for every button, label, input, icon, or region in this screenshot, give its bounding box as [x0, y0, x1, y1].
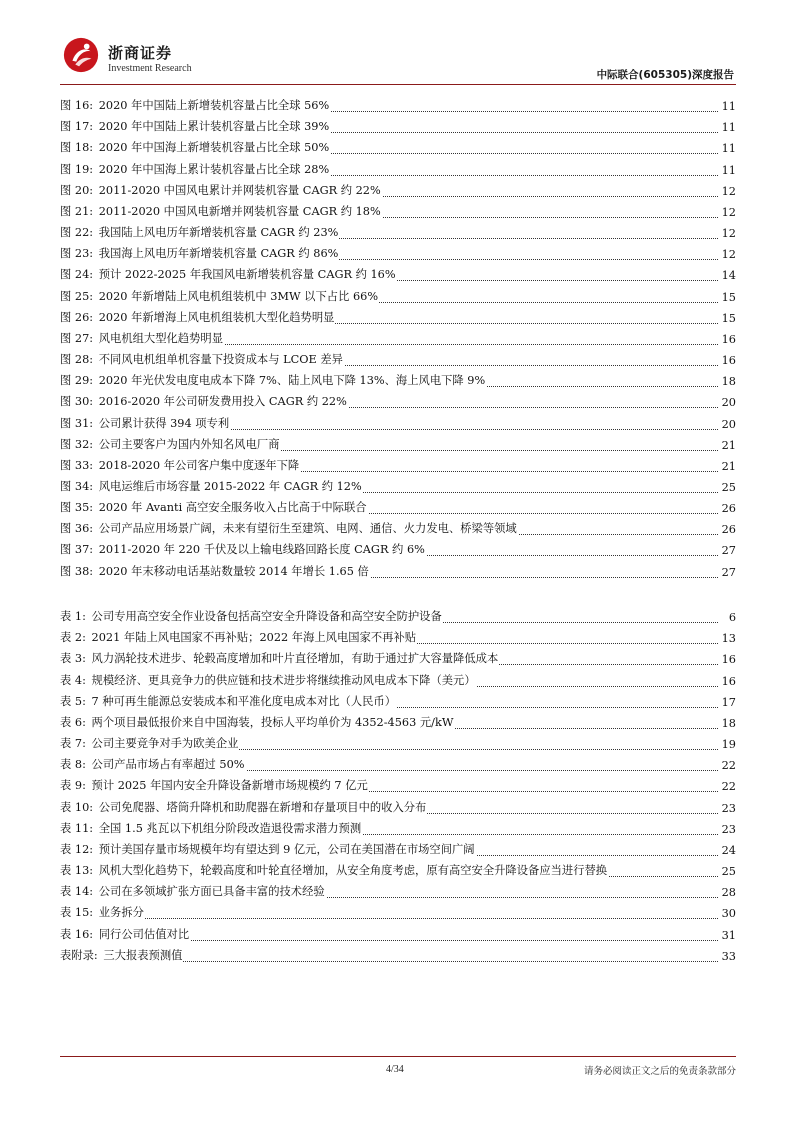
- figure-entry-text: 风电运维后市场容量 2015-2022 年 CAGR 约 12%: [98, 479, 362, 493]
- figure-entry-text: 2018-2020 年公司客户集中度逐年下降: [98, 458, 300, 472]
- table-entry[interactable]: [60, 712, 736, 733]
- report-title: 中际联合(605305)深度报告: [596, 69, 734, 81]
- figure-entry-page-number[interactable]: 11: [721, 142, 736, 156]
- figure-list: [60, 95, 736, 582]
- figure-entry-page-number[interactable]: 26: [721, 523, 736, 537]
- figure-entry-label: 图 23:: [60, 247, 94, 261]
- table-entry-text: 2021 年陆上风电国家不再补贴；2022 年海上风电国家不再补贴: [91, 631, 417, 645]
- table-entry-label: 表 15:: [60, 906, 94, 920]
- table-entry-title[interactable]: [60, 862, 608, 878]
- figure-entry-page-number[interactable]: 27: [721, 565, 736, 579]
- figure-entry-page-number[interactable]: 14: [721, 269, 736, 283]
- figure-entry-label: 图 24:: [60, 268, 94, 282]
- figure-entry-text: 风电机组大型化趋势明显: [98, 331, 224, 345]
- table-list: [60, 606, 736, 966]
- table-entry-label: 表 14:: [60, 885, 94, 899]
- figure-entry-label: 图 26:: [60, 310, 94, 324]
- figure-entry[interactable]: [60, 328, 736, 349]
- figure-entry-text: 2020 年新增陆上风电机组装机中 3MW 以下占比 66%: [98, 289, 379, 303]
- table-entry-text: 同行公司估值对比: [98, 927, 190, 941]
- table-entry-label: 表 9:: [60, 779, 86, 793]
- figure-entry[interactable]: [60, 95, 736, 116]
- figure-entry-text: 2011-2020 年 220 千伏及以上输电线路回路长度 CAGR 约 6%: [98, 543, 425, 557]
- table-entry-page-number[interactable]: 22: [721, 780, 736, 794]
- table-entry-title[interactable]: [60, 714, 454, 730]
- table-entry-title[interactable]: [60, 820, 362, 836]
- figure-entry-text: 预计 2022-2025 年我国风电新增装机容量 CAGR 约 16%: [98, 268, 396, 282]
- page-header: [60, 30, 736, 88]
- figure-entry-label: 图 20:: [60, 183, 94, 197]
- figure-entry-text: 2020 年中国陆上新增装机容量占比全球 56%: [98, 99, 330, 113]
- figure-entry-label: 图 30:: [60, 395, 94, 409]
- table-entry-text: 风机大型化趋势下，轮毂高度和叶轮直径增加，从安全角度考虑，原有高空安全升降设备应当进行替换: [98, 864, 608, 878]
- figure-entry-title[interactable]: [60, 224, 339, 240]
- table-entry[interactable]: [60, 839, 736, 860]
- figure-entry-text: 2020 年 Avanti 高空安全服务收入占比高于中际联合: [98, 501, 367, 515]
- table-entry-title[interactable]: [60, 693, 397, 709]
- table-entry[interactable]: [60, 881, 736, 902]
- table-entry-text: 公司免爬器、塔筒升降机和助爬器在新增和存量项目中的收入分布: [98, 800, 427, 814]
- table-entry[interactable]: [60, 902, 736, 923]
- table-entry-page-number[interactable]: 19: [721, 738, 736, 752]
- figure-entry-text: 2020 年光伏发电度电成本下降 7%、陆上风电下降 13%、海上风电下降 9%: [98, 374, 486, 388]
- figure-entry-title[interactable]: [60, 393, 348, 409]
- table-entry-text: 规模经济、更具竞争力的供应链和技术进步将继续推动风电成本下降（美元）: [91, 673, 476, 687]
- table-entry-title[interactable]: [60, 672, 477, 688]
- table-entry-title[interactable]: [60, 904, 145, 920]
- figure-entry-label: 图 19:: [60, 162, 94, 176]
- table-entry-label: 表附录:: [60, 948, 98, 962]
- table-entry-text: 业务拆分: [98, 906, 144, 920]
- figure-entry-page-number[interactable]: 16: [721, 354, 736, 368]
- figure-entry-title[interactable]: [60, 118, 330, 134]
- figure-entry[interactable]: [60, 307, 736, 328]
- figure-entry-title[interactable]: [60, 330, 224, 346]
- figure-entry-label: 图 34:: [60, 479, 94, 493]
- figure-entry-label: 图 29:: [60, 374, 94, 388]
- figure-entry-label: 图 16:: [60, 99, 94, 113]
- figure-entry-title[interactable]: [60, 563, 370, 579]
- table-entry-page-number[interactable]: 16: [721, 674, 736, 688]
- figure-entry-page-number[interactable]: 12: [721, 248, 736, 262]
- figure-entry-page-number[interactable]: 12: [721, 227, 736, 241]
- table-entry-page-number[interactable]: 13: [721, 632, 736, 646]
- figure-entry-page-number[interactable]: 21: [721, 459, 736, 473]
- figure-entry-page-number[interactable]: 21: [721, 438, 736, 452]
- brand-name-en: Investment Research: [108, 63, 192, 74]
- table-entry-text: 预计美国存量市场规模年均有望达到 9 亿元，公司在美国潜在市场空间广阔: [98, 842, 475, 856]
- figure-entry-text: 2020 年中国陆上累计装机容量占比全球 39%: [98, 120, 330, 134]
- table-entry-text: 公司在多领域扩张方面已具备丰富的技术经验: [98, 885, 325, 899]
- table-entry[interactable]: [60, 945, 736, 966]
- figure-entry-page-number[interactable]: 12: [721, 184, 736, 198]
- table-entry-page-number[interactable]: 23: [721, 801, 736, 815]
- figure-entry[interactable]: [60, 222, 736, 243]
- table-entry-label: 表 5:: [60, 694, 86, 708]
- table-entry-text: 公司专用高空安全作业设备包括高空安全升降设备和高空安全防护设备: [91, 610, 442, 624]
- figure-entry[interactable]: [60, 285, 736, 306]
- table-entry-page-number[interactable]: 24: [721, 843, 736, 857]
- figure-entry-page-number[interactable]: 16: [721, 332, 736, 346]
- figure-entry-page-number[interactable]: 25: [721, 480, 736, 494]
- table-entry[interactable]: [60, 860, 736, 881]
- table-entry-text: 全国 1.5 兆瓦以下机组分阶段改造退役需求潜力预测: [98, 821, 362, 835]
- figure-entry-text: 2011-2020 中国风电累计并网装机容量 CAGR 约 22%: [98, 183, 381, 197]
- table-entry-page-number[interactable]: 23: [721, 822, 736, 836]
- figure-entry-title[interactable]: [60, 309, 335, 325]
- brand-name-cn: 浙商证券: [108, 44, 173, 62]
- figure-entry-text: 2011-2020 中国风电新增并网装机容量 CAGR 约 18%: [98, 204, 381, 218]
- figure-entry-text: 我国海上风电历年新增装机容量 CAGR 约 86%: [98, 247, 339, 261]
- figure-entry[interactable]: [60, 539, 736, 560]
- figure-entry-page-number[interactable]: 27: [721, 544, 736, 558]
- figure-entry[interactable]: [60, 560, 736, 581]
- figure-entry-title[interactable]: [60, 266, 397, 282]
- table-entry-title[interactable]: [60, 799, 427, 815]
- figure-entry-label: 图 32:: [60, 437, 94, 451]
- table-entry-page-number[interactable]: 25: [721, 865, 736, 879]
- table-entry-label: 表 13:: [60, 864, 94, 878]
- figure-entry-label: 图 35:: [60, 501, 94, 515]
- table-entry-page-number[interactable]: 33: [721, 949, 736, 963]
- figure-entry-label: 图 17:: [60, 120, 94, 134]
- table-entry-text: 公司主要竞争对手为欧美企业: [91, 737, 239, 751]
- figure-entry[interactable]: [60, 180, 736, 201]
- figure-entry[interactable]: [60, 391, 736, 412]
- table-entry-title[interactable]: [60, 947, 183, 963]
- figure-entry-page-number[interactable]: 20: [721, 417, 736, 431]
- figure-entry[interactable]: [60, 518, 736, 539]
- figure-entry[interactable]: [60, 116, 736, 137]
- table-entry[interactable]: [60, 691, 736, 712]
- table-entry-title[interactable]: [60, 735, 239, 751]
- header-divider: [60, 84, 736, 85]
- figure-entry-title[interactable]: [60, 351, 344, 367]
- figure-entry-title[interactable]: [60, 415, 230, 431]
- figure-entry-label: 图 31:: [60, 416, 94, 430]
- table-entry-label: 表 11:: [60, 821, 94, 835]
- page-number: 4/34: [386, 1064, 404, 1075]
- figure-entry[interactable]: [60, 455, 736, 476]
- figure-entry-page-number[interactable]: 26: [721, 502, 736, 516]
- figure-entry-page-number[interactable]: 11: [721, 100, 736, 114]
- figure-entry-label: 图 27:: [60, 331, 94, 345]
- figure-entry-label: 图 25:: [60, 289, 94, 303]
- table-entry-title[interactable]: [60, 629, 417, 645]
- figure-entry-label: 图 33:: [60, 458, 94, 472]
- figure-entry-label: 图 21:: [60, 204, 94, 218]
- table-entry-page-number[interactable]: 22: [721, 759, 736, 773]
- table-entry-title[interactable]: [60, 777, 369, 793]
- figure-entry-label: 图 36:: [60, 522, 94, 536]
- table-entry-label: 表 1:: [60, 610, 86, 624]
- figure-entry[interactable]: [60, 434, 736, 455]
- figure-entry-label: 图 18:: [60, 141, 94, 155]
- figure-entry-page-number[interactable]: 11: [721, 163, 736, 177]
- table-entry-page-number[interactable]: 31: [721, 928, 736, 942]
- table-entry[interactable]: [60, 648, 736, 669]
- figure-entry-title[interactable]: [60, 372, 486, 388]
- figure-entry-text: 我国陆上风电历年新增装机容量 CAGR 约 23%: [98, 226, 339, 240]
- table-entry-label: 表 3:: [60, 652, 86, 666]
- figure-entry[interactable]: [60, 370, 736, 391]
- figure-entry-title[interactable]: [60, 436, 281, 452]
- figure-entry-page-number[interactable]: 12: [721, 205, 736, 219]
- table-entry-text: 两个项目最低报价来自中国海装，投标人平均单价为 4352-4563 元/kW: [91, 715, 454, 729]
- figure-entry-label: 图 28:: [60, 353, 94, 367]
- figure-entry-title[interactable]: [60, 478, 363, 494]
- table-entry[interactable]: [60, 733, 736, 754]
- figure-entry-title[interactable]: [60, 203, 382, 219]
- figure-entry-title[interactable]: [60, 457, 300, 473]
- table-entry-text: 三大报表预测值: [103, 948, 183, 962]
- table-entry-title[interactable]: [60, 608, 443, 624]
- figure-entry-text: 公司累计获得 394 项专利: [98, 416, 230, 430]
- figure-entry-title[interactable]: [60, 288, 379, 304]
- figure-entry[interactable]: [60, 201, 736, 222]
- figure-entry-page-number[interactable]: 15: [721, 311, 736, 325]
- figure-entry-label: 图 37:: [60, 543, 94, 557]
- table-entry[interactable]: [60, 923, 736, 944]
- figure-entry-text: 2020 年末移动电话基站数量较 2014 年增长 1.65 倍: [98, 564, 369, 578]
- figure-entry-text: 2020 年新增海上风电机组装机大型化趋势明显: [98, 310, 335, 324]
- table-entry-page-number[interactable]: 16: [721, 653, 736, 667]
- table-entry-label: 表 6:: [60, 715, 86, 729]
- zheshang-logo-icon: [62, 36, 100, 74]
- table-entry-text: 风力涡轮技术进步、轮毂高度增加和叶片直径增加，有助于通过扩大容量降低成本: [91, 652, 499, 666]
- figure-entry-title[interactable]: [60, 499, 368, 515]
- table-entry-text: 预计 2025 年国内安全升降设备新增市场规模约 7 亿元: [91, 779, 368, 793]
- figure-entry-title[interactable]: [60, 161, 330, 177]
- table-entry-title[interactable]: [60, 650, 499, 666]
- footer-divider: [60, 1056, 736, 1057]
- figure-entry-title[interactable]: [60, 541, 426, 557]
- figure-entry[interactable]: [60, 137, 736, 158]
- figure-entry-page-number[interactable]: 18: [721, 375, 736, 389]
- figure-entry-text: 2016-2020 年公司研发费用投入 CAGR 约 22%: [98, 395, 347, 409]
- table-entry-page-number[interactable]: 6: [728, 611, 736, 625]
- table-entry-text: 公司产品市场占有率超过 50%: [91, 758, 245, 772]
- table-entry-title[interactable]: [60, 926, 190, 942]
- figure-entry-text: 2020 年中国海上新增装机容量占比全球 50%: [98, 141, 330, 155]
- disclaimer-text: 请务必阅读正文之后的免责条款部分: [583, 1066, 736, 1077]
- table-entry[interactable]: [60, 775, 736, 796]
- table-entry-label: 表 16:: [60, 927, 94, 941]
- figure-entry[interactable]: [60, 349, 736, 370]
- table-entry[interactable]: [60, 796, 736, 817]
- figure-entry-label: 图 22:: [60, 226, 94, 240]
- table-entry[interactable]: [60, 627, 736, 648]
- figure-entry[interactable]: [60, 412, 736, 433]
- table-entry-label: 表 10:: [60, 800, 94, 814]
- figure-entry[interactable]: [60, 497, 736, 518]
- figure-entry[interactable]: [60, 476, 736, 497]
- figure-entry-title[interactable]: [60, 139, 330, 155]
- table-entry-page-number[interactable]: 17: [721, 695, 736, 709]
- table-entry[interactable]: [60, 754, 736, 775]
- table-entry-label: 表 8:: [60, 758, 86, 772]
- table-entry-label: 表 7:: [60, 737, 86, 751]
- table-entry-title[interactable]: [60, 756, 246, 772]
- figure-entry-title[interactable]: [60, 245, 339, 261]
- figure-entry-title[interactable]: [60, 97, 330, 113]
- table-entry-page-number[interactable]: 28: [721, 886, 736, 900]
- figure-entry-text: 不同风电机组单机容量下投资成本与 LCOE 差异: [98, 353, 343, 367]
- table-entry-label: 表 2:: [60, 631, 86, 645]
- table-entry-page-number[interactable]: 18: [721, 716, 736, 730]
- table-entry[interactable]: [60, 606, 736, 627]
- dot-leader: [60, 918, 718, 919]
- figure-entry-text: 公司主要客户为国内外知名风电厂商: [98, 437, 280, 451]
- figure-entry-text: 公司产品应用场景广阔，未来有望衍生至建筑、电网、通信、火力发电、桥梁等领域: [98, 522, 517, 536]
- figure-entry[interactable]: [60, 243, 736, 264]
- figure-entry-page-number[interactable]: 20: [721, 396, 736, 410]
- table-entry-label: 表 4:: [60, 673, 86, 687]
- table-entry-title[interactable]: [60, 883, 326, 899]
- figure-entry-label: 图 38:: [60, 564, 94, 578]
- table-entry[interactable]: [60, 669, 736, 690]
- table-entry-label: 表 12:: [60, 842, 94, 856]
- table-entry-page-number[interactable]: 30: [721, 907, 736, 921]
- table-entry[interactable]: [60, 818, 736, 839]
- figure-entry-page-number[interactable]: 15: [721, 290, 736, 304]
- figure-entry-title[interactable]: [60, 520, 518, 536]
- figure-entry-title[interactable]: [60, 182, 382, 198]
- table-entry-title[interactable]: [60, 841, 476, 857]
- figure-entry-text: 2020 年中国海上累计装机容量占比全球 28%: [98, 162, 330, 176]
- figure-entry[interactable]: [60, 158, 736, 179]
- figure-entry[interactable]: [60, 264, 736, 285]
- table-entry-text: 7 种可再生能源总安装成本和平准化度电成本对比（人民币）: [91, 694, 397, 708]
- figure-entry-page-number[interactable]: 11: [721, 121, 736, 135]
